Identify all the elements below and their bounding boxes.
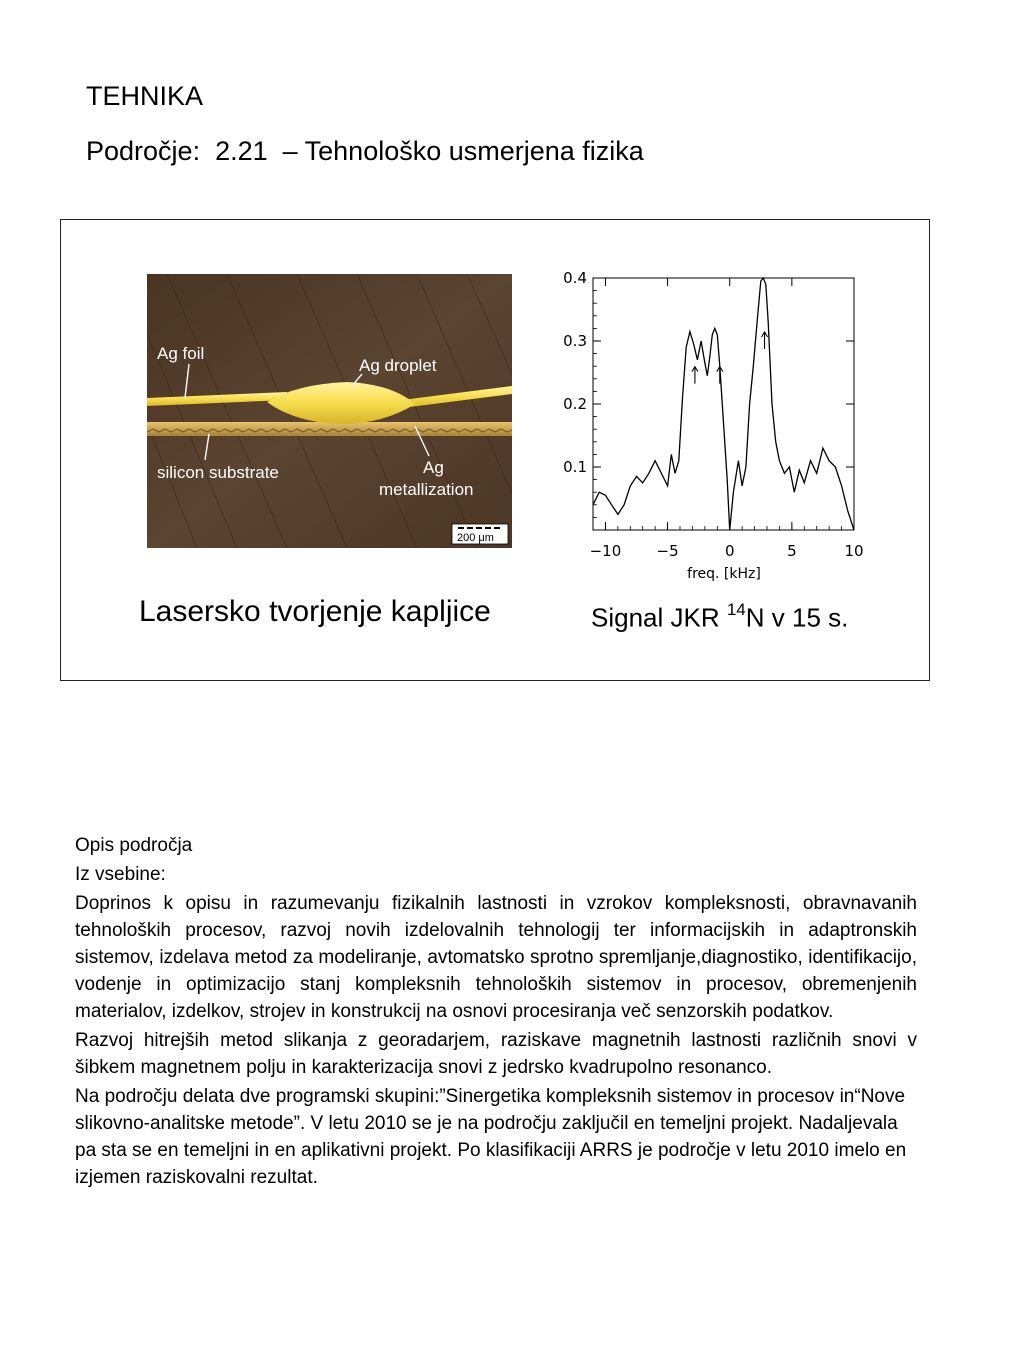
- scale-bar-label: 200 μm: [457, 532, 494, 544]
- x-tick-label: 0: [724, 542, 735, 560]
- label-ag-droplet: Ag droplet: [359, 356, 437, 375]
- peak-arrow: [717, 367, 723, 384]
- caption-signal-sup: 14: [726, 600, 746, 619]
- caption-signal-main: Signal JKR: [591, 602, 727, 633]
- description-paragraph-1: Doprinos k opisu in razumevanju fizikalnih lastnosti in vzrokov kompleksnosti, obravnavanih tehnoloških procesov, razvoj novih izdelovalnih tehnologij ter informacijskih in adaptronskih sistemov, izdelava metod za modeliranje, avtomatsko sprotno spremljanje,diagnostiko, identifikacijo, vodenje in optimizacijo stanj kompleksnih tehnoloških sistemov in procesov, obremenjenih materialov, izdelkov, strojev in konstrukcij na osnovi procesiranja več senzorskih podatkov.: [75, 893, 917, 1022]
- label-ag-metallization-2: metallization: [379, 480, 474, 499]
- page-title: TEHNIKA: [86, 81, 204, 111]
- droplet-micrograph: [147, 274, 512, 548]
- description-heading: Opis področja: [75, 835, 193, 856]
- y-tick-label: 0.2: [563, 395, 587, 413]
- y-tick-label: 0.1: [563, 458, 587, 476]
- x-tick-label: 10: [844, 542, 864, 560]
- plot-frame: [593, 278, 854, 530]
- x-tick-label: −10: [589, 542, 622, 560]
- axes: [563, 269, 863, 560]
- caption-signal-tail: N v 15 s.: [745, 602, 849, 633]
- y-tick-label: 0.4: [563, 269, 587, 287]
- caption-signal: [591, 596, 848, 634]
- signal-series-line: [593, 278, 854, 530]
- description-paragraph-3: Na področju delata dve programski skupini:”Sinergetika kompleksnih sistemov in procesov in“Nove slikovno-analitske metode”. V letu 2010 se je na področju zaključil en temeljni projekt. Nadaljevala pa sta se en temeljni in en aplikativni projekt. Po klasifikaciji ARRS je področje v letu 2010 imelo en izjemen raziskovalni rezultat.: [75, 1086, 907, 1188]
- label-silicon-substrate: silicon substrate: [157, 463, 279, 482]
- x-axis-label: freq. [kHz]: [687, 566, 761, 582]
- page-subtitle: Področje: 2.21 – Tehnološko usmerjena fizika: [86, 136, 644, 166]
- label-ag-foil: Ag foil: [157, 344, 205, 363]
- description-section: [75, 832, 917, 1193]
- label-ag-metallization-1: Ag: [423, 458, 444, 477]
- caption-droplet: Lasersko tvorjenje kapljice: [139, 595, 491, 628]
- description-paragraph-2: Razvoj hitrejših metod slikanja z georadarjem, raziskave magnetnih lastnosti različnih snovi v šibkem magnetnem polju in karakterizacija snovi z jedrsko kvadrupolno resonanco.: [75, 1030, 917, 1078]
- peak-arrow: [692, 367, 698, 384]
- y-tick-label: 0.3: [563, 332, 587, 350]
- x-tick-label: −5: [656, 542, 679, 560]
- description-intro: Iz vsebine:: [75, 864, 166, 885]
- jkr-signal-chart: [548, 268, 878, 588]
- peak-arrow: [762, 332, 768, 349]
- x-tick-label: 5: [787, 542, 797, 560]
